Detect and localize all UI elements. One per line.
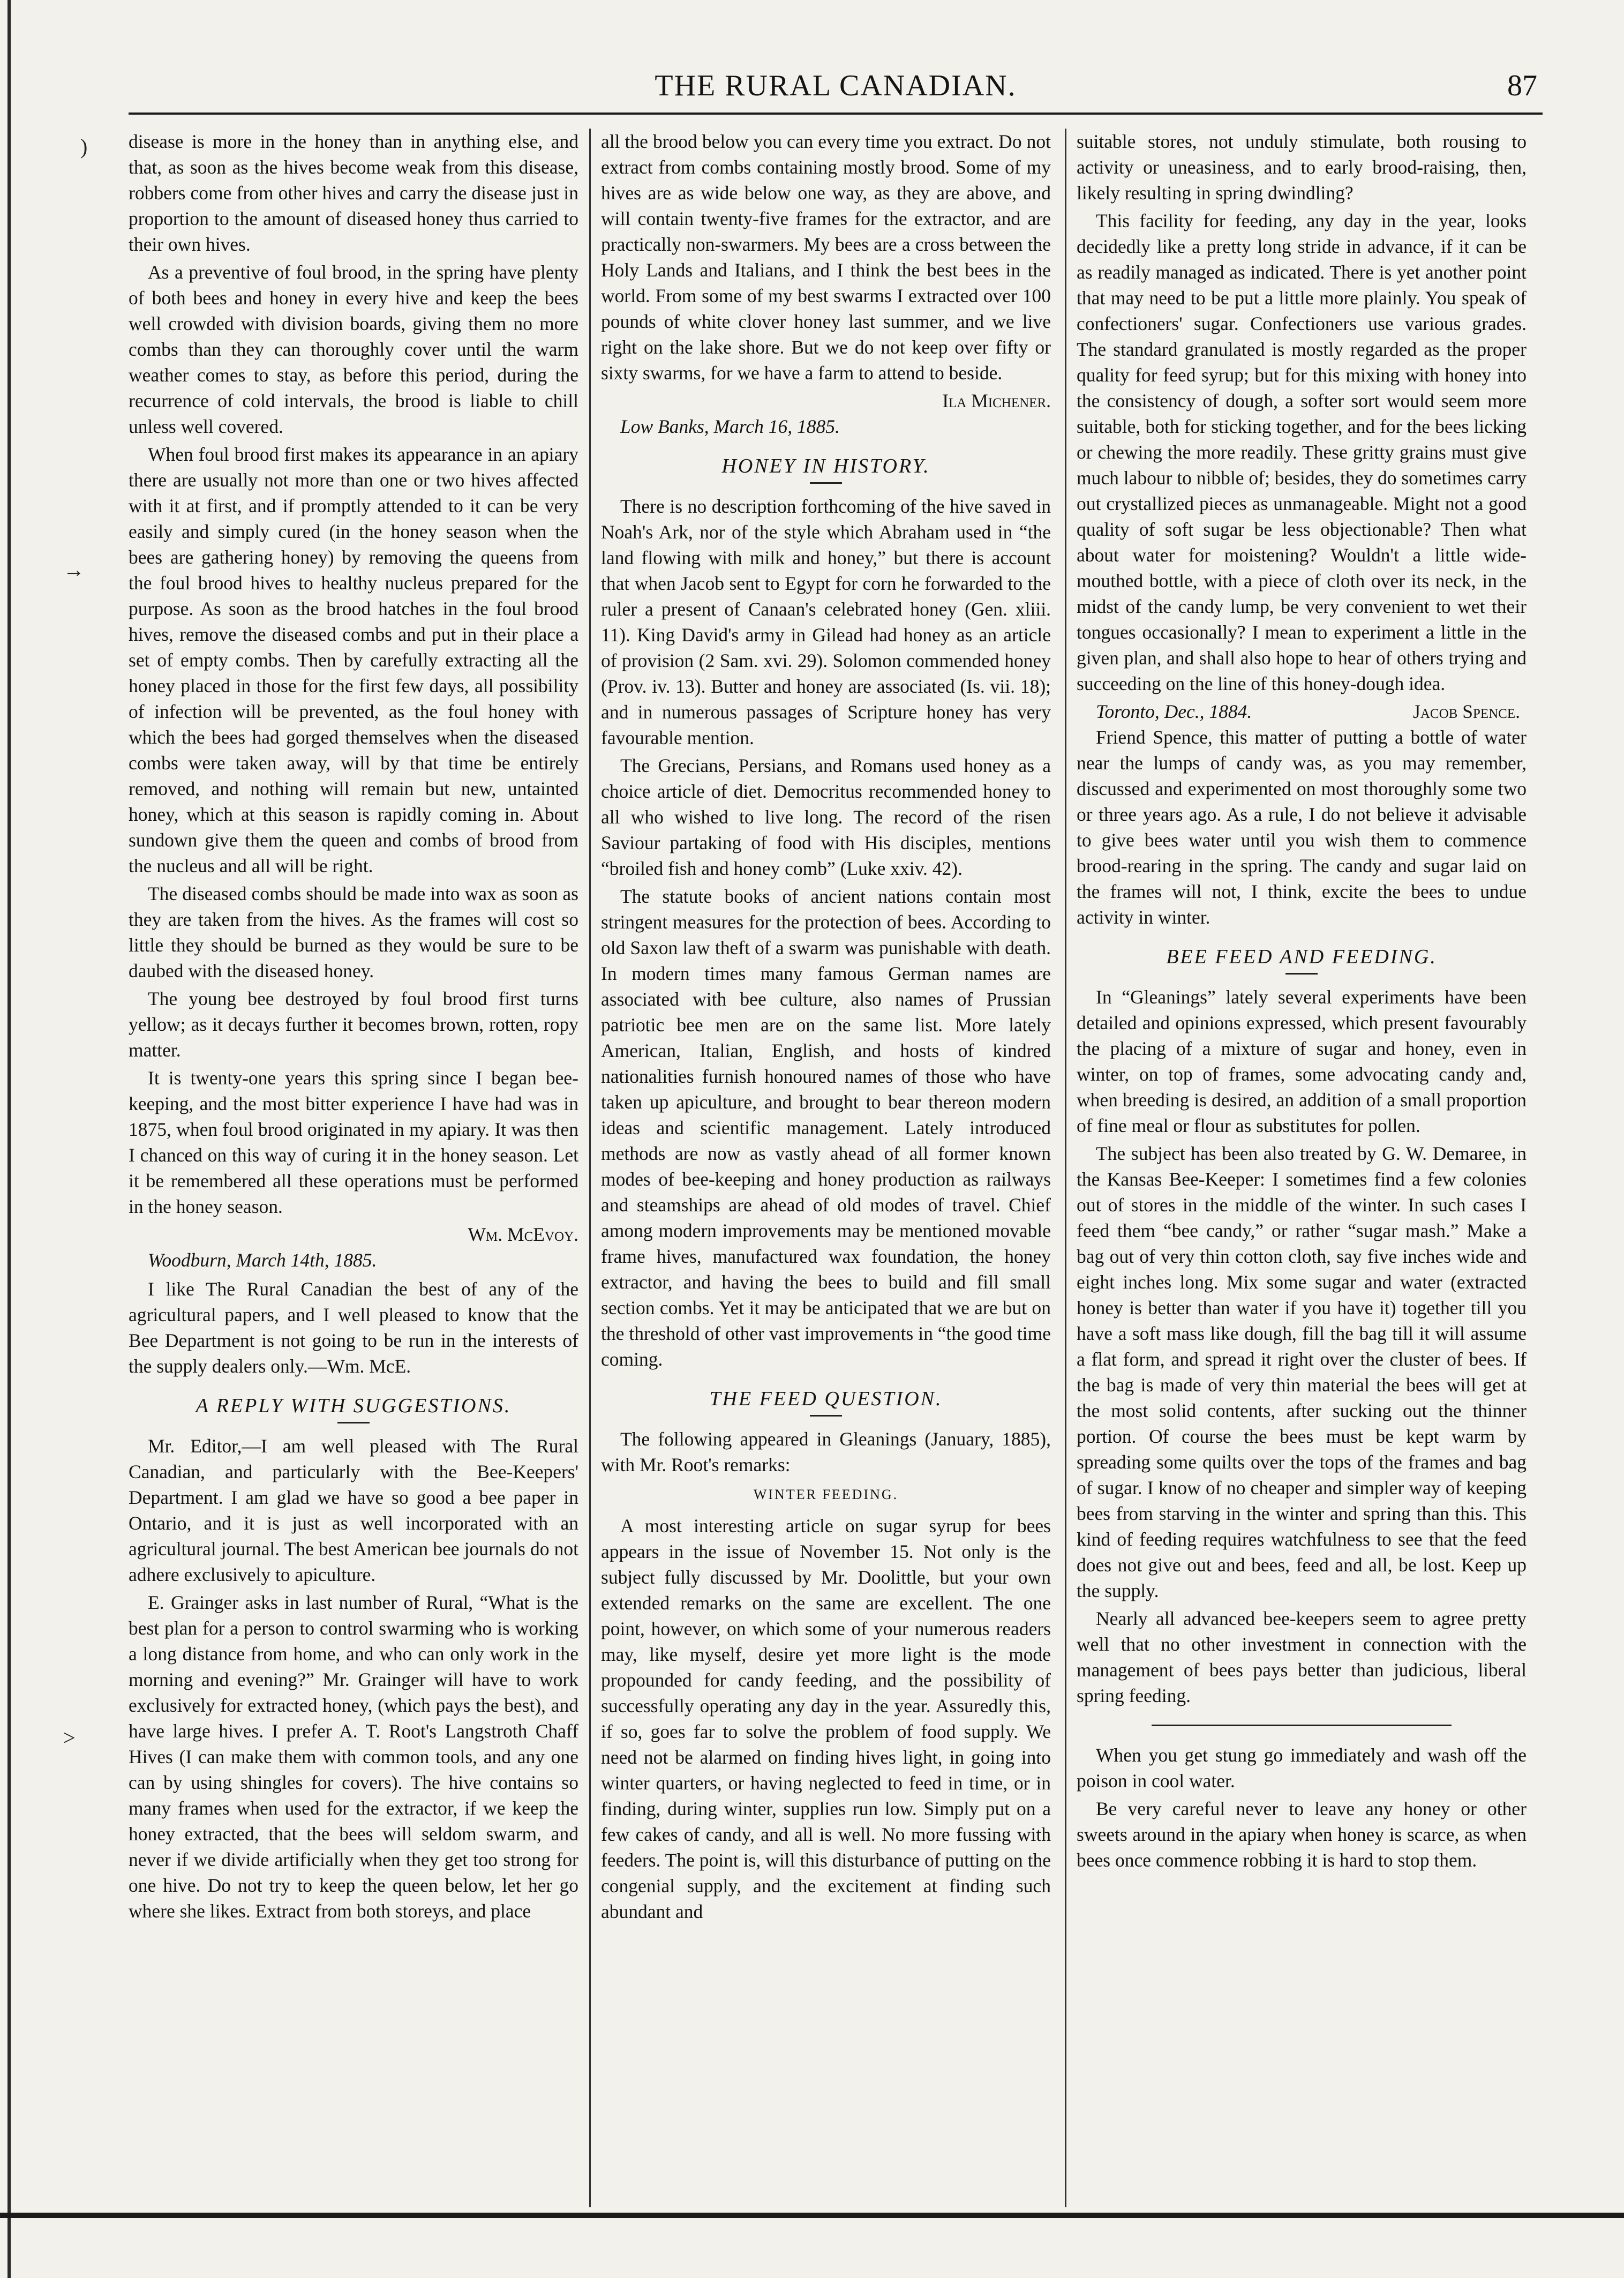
- paragraph: all the brood below you can every time you extract. Do not extract from combs containing mostly brood. Some of my hives are as wide below one way, as they are above, and will contain twenty-five frames for the extractor, and are practically non-swarmers. My bees are a cross between the Holy Lands and Italians, and I think the best bees in the world. From some of my best swarms I extracted over 100 pounds of white clover honey last summer, and we live right on the lake shore. But we do not keep over fifty or sixty swarms, for we have a farm to attend to beside.: [601, 131, 1051, 384]
- bottom-rule: [0, 2213, 1624, 2218]
- section-rule: [1152, 1725, 1452, 1726]
- paragraph: The young bee destroyed by foul brood first turns yellow; as it decays further it becomes brown, rotten, ropy matter.: [129, 988, 578, 1061]
- article-heading: THE FEED QUESTION.: [709, 1388, 943, 1410]
- paragraph: When foul brood first makes its appearance in an apiary there are usually not more than one or two hives affected with it at first, and if promptly attended to it can be very easily and simply cured (in the honey season when the bees are gathering honey) by removing the queens from the foul brood hives to healthy nucleus prepared for the purpose. As soon as the brood hatches in the foul brood hives, remove the diseased combs and put in their place a set of empty combs. Then by carefully extracting all the honey placed in those for the first few days, all possibility of infection will be prevented, as the foul honey with which the bees had gorged themselves when the diseased combs were taken away, will by that time be entirely removed, and nothing will remain but new, untainted honey, which at this season is rapidly coming in. About sundown give them the queen and combs of brood from the nucleus and all will be right.: [129, 444, 578, 876]
- article-heading: BEE FEED AND FEEDING.: [1166, 946, 1437, 968]
- paragraph: I like The Rural Canadian the best of any of the agricultural papers, and I well pleased to know that the Bee Department is not going to be run in the interests of the supply dealers only.—Wm. McE.: [129, 1278, 578, 1377]
- signature: Wm. McEvoy.: [468, 1224, 578, 1245]
- margin-mark: ): [80, 134, 88, 159]
- paragraph: disease is more in the honey than in anything else, and that, as soon as the hives become weak from this disease, robbers come from other hives and carry the disease just in proportion to the amount of diseased honey thus carried to their own hives.: [129, 131, 578, 255]
- paragraph: Nearly all advanced bee-keepers seem to agree pretty well that no other investment in connection with the management of bees pays better than judicious, liberal spring feeding.: [1077, 1608, 1527, 1706]
- dateline: Low Banks, March 16, 1885.: [620, 416, 840, 437]
- paragraph: The statute books of ancient nations contain most stringent measures for the protection of bees. According to old Saxon law theft of a swarm was punishable with death. In modern times many famous German names are associated with bee culture, also names of Prussian patriotic bee men are on the same list. More lately American, Italian, English, and hosts of kindred nationalities furnish honoured names of those who have taken up apiculture, and brought to bear thereon modern ideas and scientific management. Lately introduced methods are now as vastly ahead of all former known modes of bee-keeping and honey production as railways and steamships are ahead of old modes of travel. Chief among modern improvements may be mentioned movable frame hives, manufactured wax foundation, the honey extractor, and having the bees to build and fill small section combs. Yet it may be anticipated that we are but on the threshold of other vast improvements in “the good time coming.: [601, 886, 1051, 1370]
- column-2: [601, 129, 1051, 2207]
- heading-rule: [337, 1422, 370, 1423]
- paragraph: A most interesting article on sugar syrup for bees appears in the issue of November 15. Not only is the subject fully discussed by Mr. Doolittle, but your own extended remarks on the same are excellent. The one point, however, on which some of your numerous readers may, like myself, desire yet more light is the mode propounded for candy feeding, and the possibility of successfully operating any day in the year. Assuredly this, if so, goes far to solve the problem of food supply. We need not be alarmed on finding hives light, in going into winter quarters, or having neglected to feed in time, or in finding, during winter, supplies run low. Simply put on a few cakes of candy, and all is well. No more fussing with feeders. The point is, will this disturbance of putting on the congenial supply, and the excitement at finding such abundant and: [601, 1515, 1051, 1922]
- dateline-row: [1077, 699, 1527, 724]
- column-rule: [1065, 129, 1066, 2207]
- paragraph: There is no description forthcoming of the hive saved in Noah's Ark, nor of the style which Abraham used in “the land flowing with milk and honey,” but there is account that when Jacob sent to Egypt for corn he forwarded to the ruler a present of Canaan's celebrated honey (Gen. xliii. 11). King David's army in Gilead had honey as an article of provision (2 Sam. xvi. 29). Solomon commended honey (Prov. iv. 13). Butter and honey are associated (Is. vii. 18); and in numerous passages of Scripture honey has very favourable mention.: [601, 496, 1051, 748]
- heading-rule: [810, 482, 842, 484]
- paragraph: As a preventive of foul brood, in the spring have plenty of both bees and honey in every hive and keep the bees well crowded with division boards, giving them no more combs than they can thoroughly cover until the warm weather comes to stay, as before this period, during the recurrence of cold intervals, the brood is liable to chill unless well covered.: [129, 261, 578, 437]
- signature: Jacob Spence.: [1413, 701, 1520, 722]
- paragraph: E. Grainger asks in last number of Rural, “What is the best plan for a person to control swarming who is working a long distance from home, and who can only work in the morning and evening?” Mr. Grainger will have to work exclusively for extracted honey, (which pays the best), and have large hives. I prefer A. T. Root's Langstroth Chaff Hives (I can make them with common tools, and any one can by using shingles for covers). The hive contains so many frames when used for the extractor, if we keep the honey extracted, that the bees will seldom swarm, and never if we divide artificially when they get too strong for one hive. Do not try to keep the queen below, let her go where she likes. Extract from both storeys, and place: [129, 1592, 578, 1922]
- heading-rule: [810, 1415, 842, 1417]
- margin-mark: →: [63, 558, 85, 582]
- signature: Ila Michener.: [942, 390, 1051, 411]
- margin-mark: >: [63, 1726, 76, 1750]
- page-number: 87: [1507, 69, 1537, 102]
- paragraph: Mr. Editor,—I am well pleased with The Rural Canadian, and particularly with the Bee-Keepers' Department. I am glad we have so good a bee paper in Ontario, and it is just as well incorporated with an agricultural journal. The best American bee journals do not adhere exclusively to apiculture.: [129, 1435, 578, 1585]
- heading-rule: [1285, 973, 1318, 975]
- paragraph: The subject has been also treated by G. W. Demaree, in the Kansas Bee-Keeper: I sometimes find a few colonies out of stores in the middle of the winter. In such cases I feed them “bee candy,” or rather “sugar mash.” Make a bag out of very thin cotton cloth, say five inches wide and eight inches long. Mix some sugar and water (extracted honey is better than water if you have it) together till you have a soft mass like dough, fill the bag till it will assume a flat form, and spread it right over the cluster of bees. If the bag is made of very thin material the bees will get at the most solid contents, after sucking out the thinner portion. Of course the bees must be kept warm by spreading some quilts over the tops of the frames and bag of sugar. I know of no cheaper and simpler way of keeping bees from starving in the winter and spring than this. This kind of feeding requires watchfulness to see that the feed does not give out and bees, feed and all, be lost. Keep up the supply.: [1077, 1143, 1527, 1601]
- publication-title: THE RURAL CANADIAN.: [655, 69, 1017, 102]
- paragraph: The Grecians, Persians, and Romans used honey as a choice article of diet. Democritus recommended honey to all who wished to live long. The record of the risen Saviour partaking of food with His disciples, mentions “broiled fish and honey comb” (Luke xxiv. 42).: [601, 755, 1051, 879]
- dateline: Toronto, Dec., 1884.: [1096, 701, 1252, 722]
- page-edge: [7, 0, 11, 2278]
- article-heading: HONEY IN HISTORY.: [721, 455, 930, 477]
- paragraph: Friend Spence, this matter of putting a bottle of water near the lumps of candy was, as you may remember, discussed and experimented on most thoroughly some two or three years ago. As a rule, I do not believe it advisable to give bees water until you wish them to commence brood-rearing in the spring. The candy and sugar laid on the frames will not, I think, excite the bees to undue activity in winter.: [1077, 726, 1527, 928]
- paragraph: This facility for feeding, any day in the year, looks decidedly like a pretty long stride in advance, if it can be as readily managed as indicated. There is yet another point that may need to be put a little more plainly. You speak of confectioners' sugar. Confectioners use various grades. The standard granulated is mostly regarded as the proper quality for feed syrup; but for this mixing with honey into the consistency of dough, a softer sort would seem more suitable, both for sticking together, and for the bees licking or chewing the more readily. These gritty grains must give much labour to nibble of; besides, they do sometimes carry out crystallized pieces as unmanageable. Might not a good quality of soft sugar be less objectionable? Then what about water for moistening? Wouldn't a little wide-mouthed bottle, with a piece of cloth over its neck, in the midst of the candy lump, be very convenient to wet their tongues occasionally? I mean to experiment a little in the given plan, and shall also hope to hear of others trying and succeeding on the line of this honey-dough idea.: [1077, 210, 1527, 694]
- paragraph: The diseased combs should be made into wax as soon as they are taken from the hives. As the frames will cost so little they should be burned as they would be sure to be daubed with the diseased honey.: [129, 883, 578, 981]
- subheading: WINTER FEEDING.: [753, 1487, 899, 1502]
- dateline: Woodburn, March 14th, 1885.: [148, 1249, 377, 1271]
- paragraph: It is twenty-one years this spring since I began bee-keeping, and the most bitter experience I have had was in 1875, when foul brood originated in my apiary. It was then I chanced on this way of curing it in the honey season. Let it be remembered all these operations must be performed in the honey season.: [129, 1067, 578, 1217]
- masthead: [129, 64, 1543, 115]
- column-3: [1077, 129, 1527, 2207]
- article-heading: A REPLY WITH SUGGESTIONS.: [196, 1395, 512, 1417]
- column-rule: [589, 129, 591, 2207]
- paragraph: suitable stores, not unduly stimulate, both rousing to activity or uneasiness, and to early brood-raising, then, likely resulting in spring dwindling?: [1077, 131, 1527, 204]
- column-1: [129, 129, 578, 2207]
- paragraph: The following appeared in Gleanings (January, 1885), with Mr. Root's remarks:: [601, 1428, 1051, 1475]
- paragraph: When you get stung go immediately and wash off the poison in cool water.: [1077, 1744, 1527, 1792]
- paragraph: In “Gleanings” lately several experiments have been detailed and opinions expressed, which present favourably the placing of a mixture of sugar and honey, even in winter, on top of frames, some advocating candy and, when breeding is desired, an addition of a small proportion of fine meal or flour as substitutes for pollen.: [1077, 986, 1527, 1136]
- paragraph: Be very careful never to leave any honey or other sweets around in the apiary when honey is scarce, as when bees once commence robbing it is hard to stop them.: [1077, 1798, 1527, 1871]
